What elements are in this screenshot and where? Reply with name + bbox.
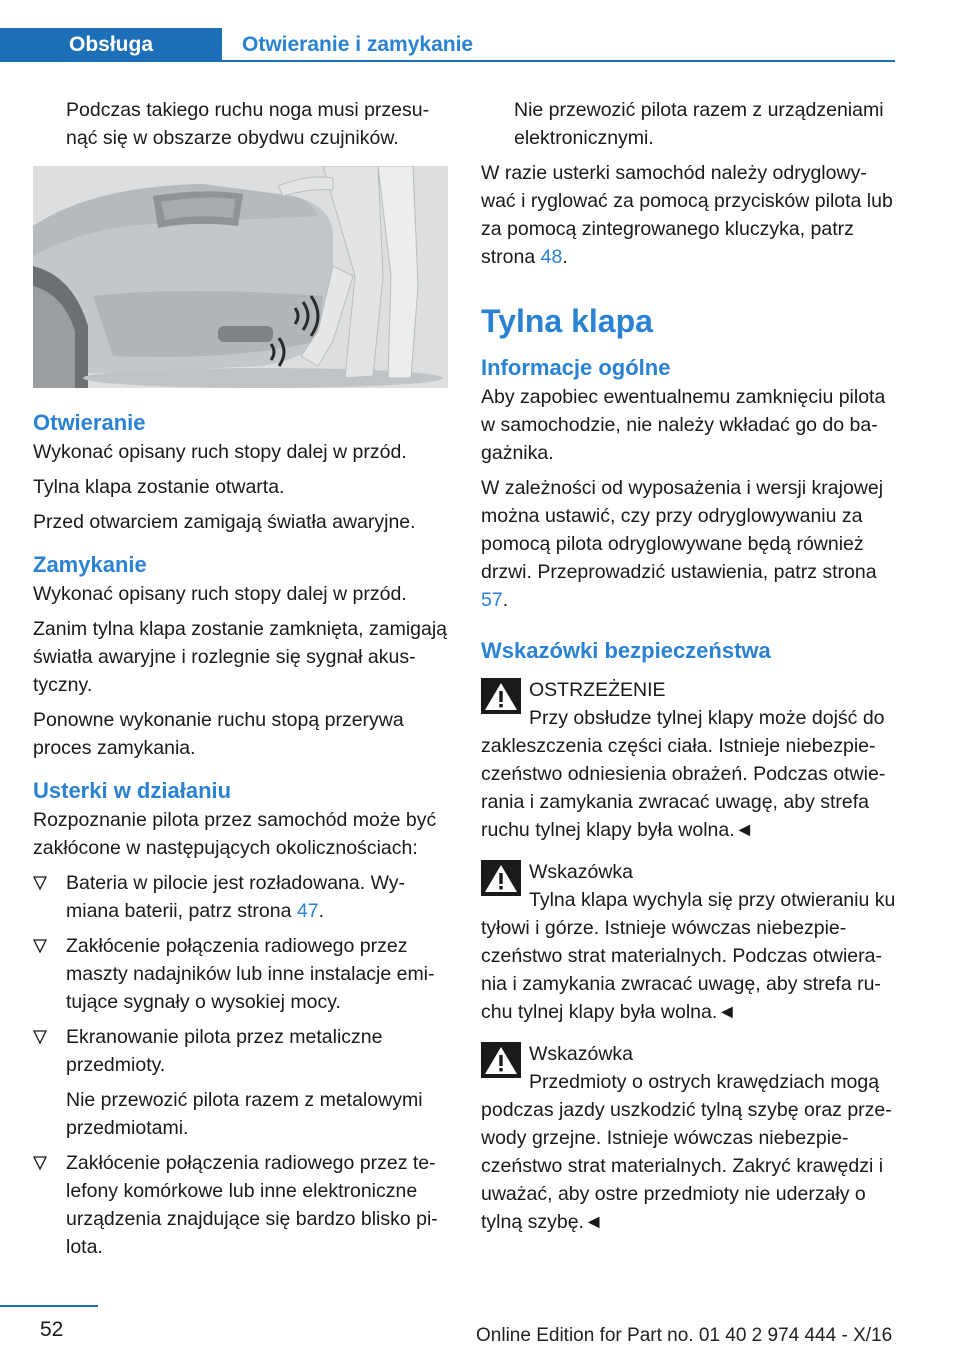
heading-usterki: Usterki w działaniu	[33, 778, 232, 803]
hint-note	[481, 858, 899, 1026]
note-body: Przy obsłudze tylnej klapy może dojść do zakleszczenia części ciała. Istnieje niebezpie‐czeństwo odniesienia obrażeń. Podczas otwie‐rania i zamykania zwracać uwagę, aby strefa ruchu tylnej klapy była wolna.◄	[481, 707, 886, 841]
right-column	[481, 96, 899, 1250]
usterki-intro: Rozpoznanie pilota przez samochód może być zakłócone w następujących okolicznościach:	[33, 809, 437, 859]
info-text-1: Aby zapobiec ewentualnemu zamknięciu pilota w samochodzie, nie należy wkładać go do ba‐gażnika.	[481, 386, 886, 464]
note-title: Wskazówka	[529, 861, 634, 883]
warning-note	[481, 676, 899, 844]
continued-text: Nie przewozić pilota razem z urządzeniami elektronicznymi.	[514, 99, 884, 149]
header-rule	[0, 60, 895, 62]
warning-triangle-icon	[481, 860, 521, 896]
zamykanie-interrupt: Ponowne wykonanie ruchu stopą przerywa proces zamykania.	[33, 709, 404, 759]
fault-unlock-text	[481, 159, 899, 271]
list-item	[33, 869, 448, 925]
list-item-subtext: Nie przewozić pilota razem z metalowymi przedmiotami.	[66, 1089, 423, 1139]
otwieranie-hazard: Przed otwarciem zamigają światła awaryjne.	[33, 511, 416, 533]
list-item-text: Zakłócenie połączenia radiowego przez te‐lefony komórkowe lub inne elektroniczne urządzenia znajdujące się bardzo blisko pi‐lota.	[66, 1152, 438, 1258]
note-title: OSTRZEŻENIE	[529, 679, 666, 701]
note-body: Przedmioty o ostrych krawędziach mogą podczas jazdy uszkodzić tylną szybę oraz prze‐wody grzejne. Istnieje wówczas niebezpie‐czeństwo strat materialnych. Zakryć krawędzi i uważać, aby ostre przedmioty nie uderzały o tylną szybę.◄	[481, 1071, 892, 1233]
triangle-bullet-icon	[33, 1029, 47, 1045]
page-link-57[interactable]: 57	[481, 589, 503, 611]
otwieranie-result: Tylna klapa zostanie otwarta.	[33, 476, 285, 498]
left-column	[33, 96, 448, 1268]
footer-rule	[0, 1305, 98, 1307]
intro-text: Podczas takiego ruchu noga musi przesu‐nąć się w obszarze obydwu czujników.	[66, 99, 430, 149]
triangle-bullet-icon	[33, 875, 47, 891]
list-item-text: Zakłócenie połączenia radiowego przez maszty nadajników lub inne instalacje emi‐tujące sygnały o wysokiej mocy.	[66, 935, 435, 1013]
warning-triangle-icon	[481, 1042, 521, 1078]
fault-unlock-body: W razie usterki samochód należy odryglowy‐wać i ryglować za pomocą przycisków pilota lub za pomocą zintegrowanego kluczyka, patrz strona	[481, 162, 893, 268]
tailgate-kick-illustration	[33, 166, 448, 388]
list-item-text: Bateria w pilocie jest rozładowana. Wy‐miana baterii, patrz strona	[66, 872, 406, 922]
heading-zamykanie: Zamykanie	[33, 552, 147, 577]
zamykanie-step: Wykonać opisany ruch stopy dalej w przód.	[33, 583, 407, 605]
heading-otwieranie: Otwieranie	[33, 410, 146, 435]
section-title[interactable]: Otwieranie i zamykanie	[242, 33, 474, 56]
zamykanie-result: Zanim tylna klapa zostanie zamknięta, zamigają światła awaryjne i rozlegnie się sygnał akus‐tyczny.	[33, 618, 448, 696]
fault-unlock-end: .	[562, 246, 568, 268]
page-link-48[interactable]: 48	[540, 246, 563, 268]
list-item-end: .	[318, 900, 324, 922]
note-title: Wskazówka	[529, 1043, 634, 1065]
list-item	[33, 1023, 448, 1142]
page-number: 52	[40, 1318, 64, 1341]
list-item-text: Ekranowanie pilota przez metaliczne przedmioty.	[66, 1026, 383, 1076]
otwieranie-step: Wykonać opisany ruch stopy dalej w przód.	[33, 441, 407, 463]
page-link-47[interactable]: 47	[296, 900, 319, 922]
info-text-2-end: .	[502, 589, 509, 611]
heading-tylna-klapa: Tylna klapa	[481, 303, 653, 339]
fault-list	[33, 869, 448, 1261]
heading-informacje: Informacje ogólne	[481, 355, 671, 380]
car-rear-foot-sensor-image	[33, 166, 448, 388]
triangle-bullet-icon	[33, 1155, 47, 1171]
list-item	[33, 932, 448, 1016]
list-item	[33, 1149, 448, 1261]
hint-note	[481, 1040, 899, 1236]
heading-wskazowki: Wskazówki bezpieczeństwa	[481, 638, 771, 663]
triangle-bullet-icon	[33, 938, 47, 954]
chapter-tab[interactable]: Obsługa	[0, 28, 222, 62]
info-text-2-body: W zależności od wyposażenia i wersji krajowej można ustawić, czy przy odryglowywaniu za pomocą pilota odryglowywane będą również drzwi. Przeprowadzić ustawienia, patrz strona	[481, 477, 884, 583]
warning-triangle-icon	[481, 678, 521, 714]
note-body: Tylna klapa wychyla się przy otwieraniu ku tyłowi i górze. Istnieje wówczas niebezpie‐czeństwo strat materialnych. Podczas otwiera‐nia i zamykania zwracać uwagę, aby strefa ru‐chu tylnej klapy była wolna.◄	[481, 889, 896, 1023]
info-text-2	[481, 474, 899, 614]
edition-text: Online Edition for Part no. 01 40 2 974 444 - X/16	[476, 1325, 893, 1346]
